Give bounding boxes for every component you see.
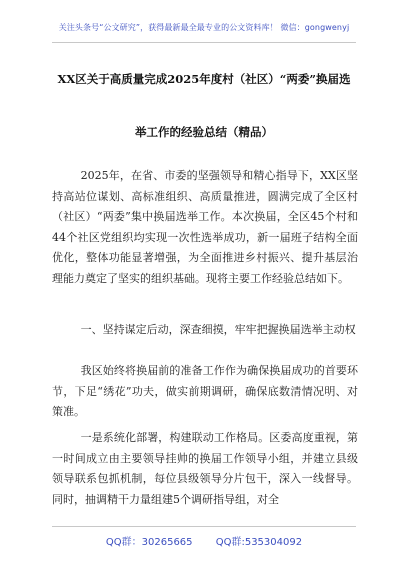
paragraph-preparation: 我区始终将换届前的准备工作作为确保换届成功的首要环节，下足“绣花”功夫，做实前期调研，确保底数清情况明、对策准。 xyxy=(52,364,358,418)
footer xyxy=(0,533,408,548)
footer-divider xyxy=(52,526,356,527)
document-title-line-1: XX区关于高质量完成2025年度村（社区）“两委”换届选 xyxy=(57,72,351,86)
document-title-line-2: 举工作的经验总结（精品） xyxy=(135,125,273,139)
footer-qq-group-2: QQ群:535304092 xyxy=(215,537,303,548)
paragraph-intro: 2025年，在省、市委的坚强领导和精心指导下，XX区坚持高站位谋划、高标准组织、高质量推进，圆满完成了全区村（社区）“两委”集中换届选举工作。本次换届，全区45个村和44个社区党组织均实现一次性选举成功，新一届班子结构全面优化，整体功能显著增强，为全面推进乡村振兴、提升基层治理能力奠定了坚实的组织基础。现将主要工作经验总结如下。 xyxy=(52,169,358,285)
paragraph-deployment: 一是系统化部署，构建联动工作格局。区委高度重视，第一时间成立由主要领导挂帅的换届工作领导小组，并建立县级领导联系包抓机制，每位县级领导分片包干，深入一线督导。同时，抽调精干力量组建5个调研指导组，对全 xyxy=(52,431,358,506)
footer-qq-group-1: QQ群：30265665 xyxy=(105,537,193,548)
section-heading-1: 一、坚持谋定后动，深查细摸，牢牢把握换届选举主动权 xyxy=(80,323,356,336)
header-divider xyxy=(52,42,356,43)
header-note: 关注头条号“公文研究”，获得最新最全最专业的公文资料库！ 微信：gongwenyj xyxy=(58,23,350,32)
